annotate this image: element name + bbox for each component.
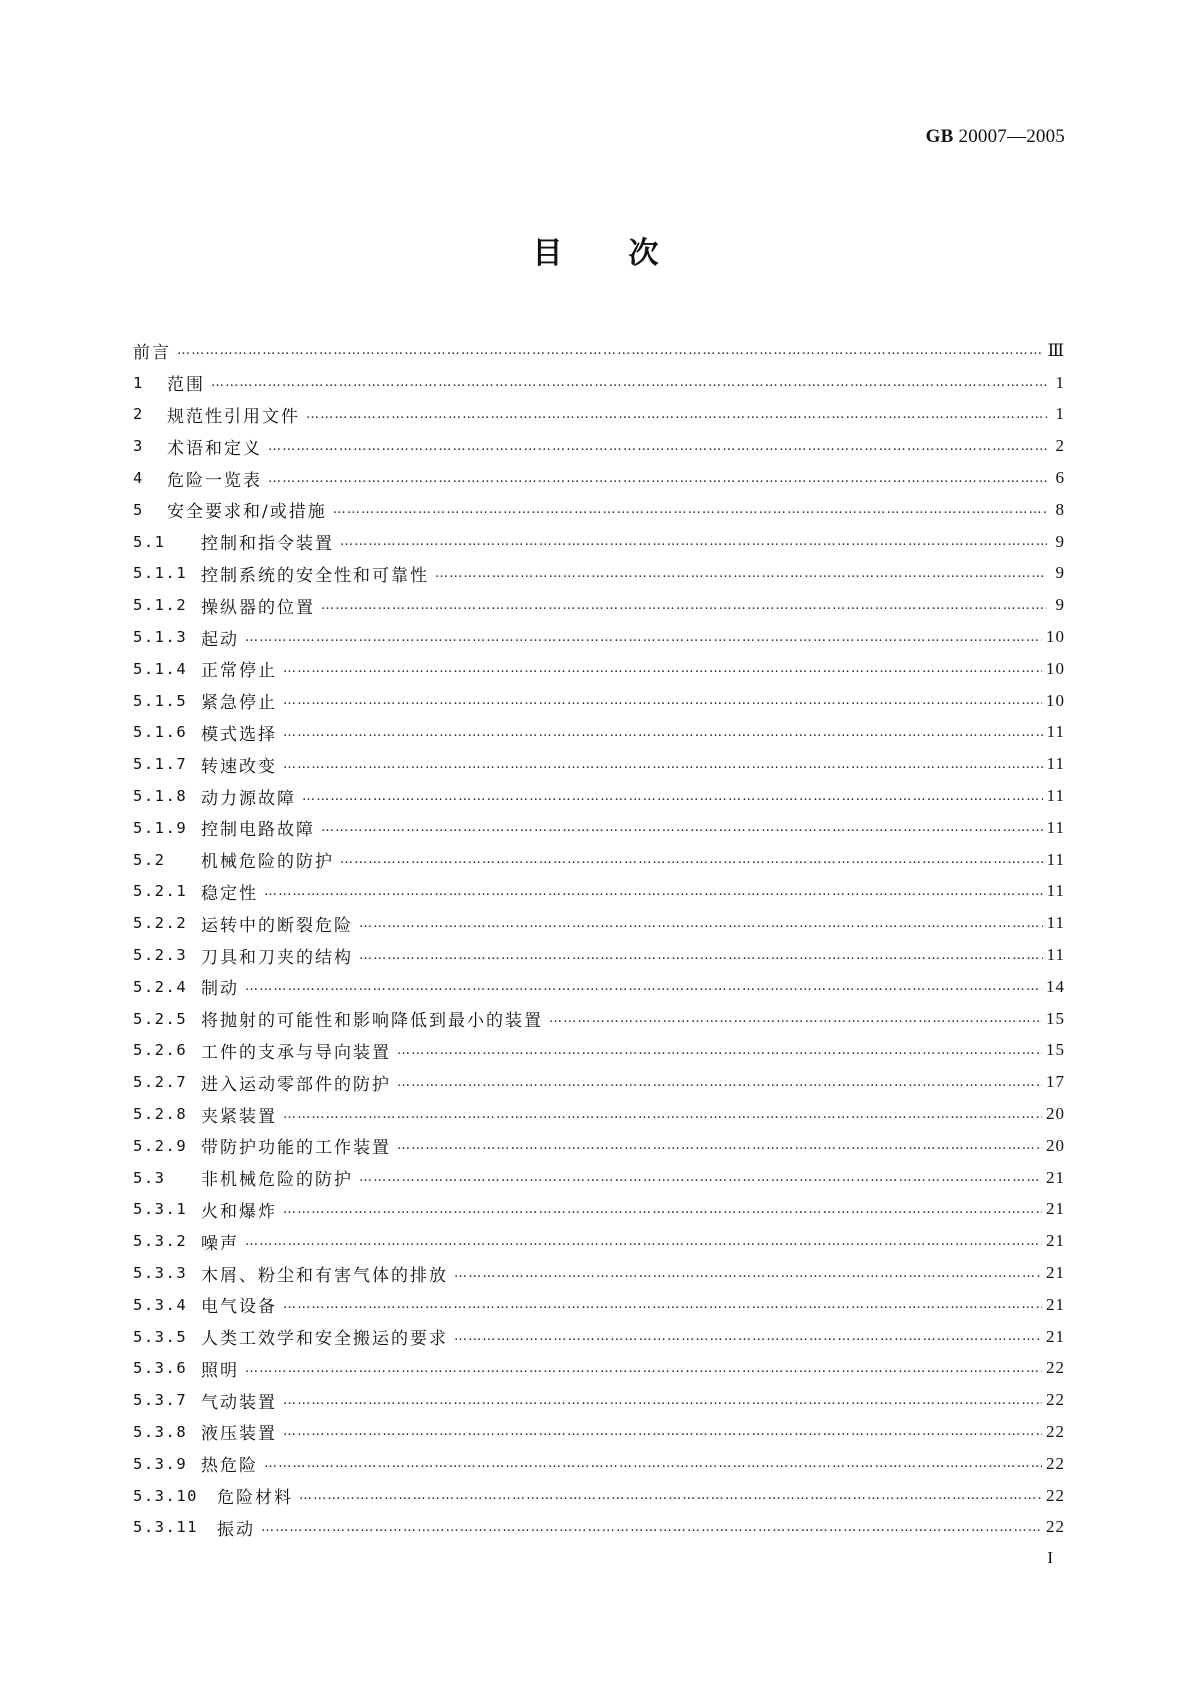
toc-entry-number: 5.2: [133, 850, 166, 869]
toc-entry[interactable]: [133, 685, 1065, 717]
toc-leader-dots: [245, 1235, 1042, 1248]
toc-entry-title: 起动: [201, 629, 239, 650]
toc-entry-title: 木屑、粉尘和有害气体的排放: [201, 1265, 448, 1286]
toc-entry[interactable]: [133, 589, 1065, 621]
page-number: I: [1047, 1548, 1053, 1567]
toc-entry-title: 危险一览表: [167, 470, 262, 491]
toc-entry-title: 电气设备: [201, 1297, 277, 1318]
toc-entry[interactable]: [133, 335, 1065, 367]
toc-entry-number: 5.2.1: [133, 882, 188, 901]
toc-entry-page: 20: [1046, 1104, 1065, 1124]
toc-entry-title: 范围: [167, 375, 205, 396]
toc-entry[interactable]: [133, 1225, 1065, 1257]
toc-leader-dots: [435, 567, 1047, 580]
toc-entry-page: 15: [1046, 1008, 1065, 1028]
toc-leader-dots: [454, 1267, 1042, 1280]
toc-entry[interactable]: [133, 1448, 1065, 1480]
toc-entry-number: 2: [133, 405, 144, 424]
toc-entry-title: 非机械危险的防护: [201, 1170, 353, 1191]
toc-leader-dots: [321, 821, 1043, 834]
toc-entry-title: 模式选择: [201, 724, 277, 745]
toc-entry-number: 5.1: [133, 532, 166, 551]
toc-entry-page: 22: [1046, 1421, 1065, 1441]
toc-entry-page: 11: [1046, 945, 1065, 965]
toc-entry-number: 5.2.5: [133, 1009, 188, 1028]
toc-entry-number: 5.3.7: [133, 1391, 188, 1410]
toc-entry-page: 15: [1046, 1040, 1065, 1060]
toc-entry-number: 5.3.1: [133, 1200, 188, 1219]
toc-entry[interactable]: [133, 430, 1065, 462]
toc-entry-page: 14: [1046, 976, 1065, 996]
toc-leader-dots: [549, 1012, 1042, 1025]
toc-entry-number: 5.1.7: [133, 755, 188, 774]
toc-entry-page: 21: [1046, 1199, 1065, 1219]
toc-entry-page: 21: [1046, 1231, 1065, 1251]
toc-leader-dots: [283, 662, 1042, 675]
toc-leader-dots: [245, 1362, 1042, 1375]
toc-entry-page: 22: [1046, 1453, 1065, 1473]
toc-entry-page: 11: [1046, 881, 1065, 901]
toc-entry-number: 3: [133, 437, 144, 456]
toc-entry[interactable]: [133, 1257, 1065, 1289]
table-of-contents: [133, 335, 1065, 1543]
toc-entry-page: 9: [1055, 595, 1065, 615]
toc-leader-dots: [454, 1330, 1042, 1343]
toc-entry[interactable]: [133, 907, 1065, 939]
toc-entry-title: 照明: [201, 1360, 239, 1381]
toc-entry-number: 5.3.3: [133, 1264, 188, 1282]
toc-leader-dots: [306, 408, 1047, 421]
page-title: [0, 228, 1191, 272]
toc-leader-dots: [177, 344, 1044, 357]
toc-entry-page: 21: [1046, 1263, 1065, 1282]
toc-entry-page: 1: [1055, 372, 1065, 392]
toc-leader-dots: [283, 1108, 1042, 1121]
toc-entry-page: 11: [1046, 913, 1065, 933]
toc-entry-title: 紧急停止: [201, 693, 277, 714]
toc-entry[interactable]: [133, 558, 1065, 590]
toc-entry-page: 22: [1046, 1358, 1065, 1378]
toc-entry-title: 将抛射的可能性和影响降低到最小的装置: [201, 1011, 543, 1032]
toc-entry-title: 液压装置: [201, 1424, 277, 1445]
toc-entry-page: 8: [1055, 499, 1065, 519]
toc-entry-title: 噪声: [201, 1233, 239, 1254]
toc-entry[interactable]: [133, 876, 1065, 908]
toc-entry-page: 17: [1046, 1072, 1065, 1092]
toc-entry-number: 5.2.6: [133, 1041, 188, 1060]
toc-entry[interactable]: [133, 1003, 1065, 1035]
standard-code: [926, 126, 1065, 148]
toc-entry-title: 进入运动零部件的防护: [201, 1074, 391, 1095]
toc-entry-number: 5.1.2: [133, 596, 188, 615]
toc-entry-number: 5.3.10: [133, 1486, 198, 1505]
toc-entry-number: 5.3.6: [133, 1359, 188, 1378]
standard-prefix: GB: [925, 126, 954, 147]
toc-entry-page: 11: [1046, 754, 1065, 774]
toc-entry-number: 4: [133, 469, 144, 488]
toc-entry[interactable]: [133, 494, 1065, 526]
toc-entry-title: 气动装置: [201, 1392, 277, 1413]
toc-entry-title: 夹紧装置: [201, 1106, 277, 1127]
toc-entry[interactable]: [133, 812, 1065, 844]
toc-leader-dots: [245, 631, 1042, 644]
toc-entry-page: 22: [1046, 1517, 1065, 1537]
toc-entry-page: 22: [1046, 1485, 1065, 1505]
toc-entry-title: 火和爆炸: [201, 1201, 277, 1222]
toc-entry-number: 5.1.1: [133, 564, 188, 583]
title-char-2: 次: [628, 236, 659, 271]
toc-entry-page: 6: [1055, 468, 1065, 488]
toc-entry-number: 5.3.5: [133, 1327, 188, 1346]
toc-entry[interactable]: [133, 399, 1065, 431]
toc-entry-title: 机械危险的防护: [201, 852, 334, 873]
toc-entry[interactable]: [133, 1321, 1065, 1353]
toc-leader-dots: [268, 440, 1047, 453]
toc-entry-number: 5: [133, 500, 144, 519]
toc-leader-dots: [397, 1076, 1042, 1089]
toc-entry[interactable]: [133, 844, 1065, 876]
toc-entry-title: 危险材料: [217, 1488, 293, 1509]
toc-entry[interactable]: [133, 1289, 1065, 1321]
toc-leader-dots: [283, 1298, 1042, 1311]
toc-leader-dots: [211, 376, 1047, 389]
toc-entry-page: 10: [1046, 690, 1065, 710]
toc-leader-dots: [321, 599, 1047, 612]
toc-leader-dots: [283, 1394, 1042, 1407]
toc-entry[interactable]: [133, 1098, 1065, 1130]
toc-leader-dots: [359, 917, 1043, 930]
toc-entry-title: 控制系统的安全性和可靠性: [201, 565, 429, 586]
toc-entry[interactable]: [133, 1130, 1065, 1162]
toc-entry-number: 5.2.2: [133, 914, 188, 933]
toc-entry[interactable]: [133, 1480, 1065, 1512]
toc-entry[interactable]: [133, 1035, 1065, 1067]
toc-leader-dots: [264, 885, 1043, 898]
toc-entry-number: 5.1.4: [133, 659, 188, 678]
toc-leader-dots: [261, 1521, 1042, 1534]
toc-entry-page: Ⅲ: [1047, 340, 1065, 360]
toc-entry[interactable]: [133, 367, 1065, 399]
toc-leader-dots: [340, 853, 1043, 866]
toc-entry[interactable]: [133, 1194, 1065, 1226]
toc-entry-title: 运转中的断裂危险: [201, 915, 353, 936]
toc-entry-page: 21: [1046, 1326, 1065, 1346]
toc-entry-number: 5.1.3: [133, 628, 188, 647]
toc-entry-page: 9: [1055, 563, 1065, 583]
toc-leader-dots: [359, 1171, 1042, 1184]
toc-entry-number: 5.1.9: [133, 818, 188, 837]
toc-entry-number: 5.3.9: [133, 1454, 188, 1473]
toc-leader-dots: [245, 980, 1042, 993]
toc-entry-number: 5.3.11: [133, 1518, 198, 1537]
toc-entry-title: 转速改变: [201, 756, 277, 777]
toc-entry-number: 5.2.4: [133, 977, 188, 996]
toc-entry-title: 带防护功能的工作装置: [201, 1138, 391, 1159]
toc-entry-page: 10: [1046, 658, 1065, 678]
toc-entry-number: 1: [133, 373, 144, 392]
toc-entry[interactable]: [133, 1162, 1065, 1194]
toc-entry-title: 工件的支承与导向装置: [201, 1042, 391, 1063]
toc-entry-number: 5.3.2: [133, 1232, 188, 1251]
toc-entry-number: 5.1.6: [133, 723, 188, 742]
toc-leader-dots: [283, 1203, 1042, 1216]
toc-entry[interactable]: [133, 971, 1065, 1003]
toc-entry-page: 21: [1046, 1167, 1065, 1187]
toc-leader-dots: [283, 758, 1043, 771]
toc-entry-title: 前言: [133, 343, 171, 364]
toc-entry-title: 控制和指令装置: [201, 534, 334, 555]
toc-entry-title: 人类工效学和安全搬运的要求: [201, 1329, 448, 1350]
toc-entry-number: 5.3.8: [133, 1422, 188, 1441]
toc-leader-dots: [283, 694, 1042, 707]
toc-entry-number: 5.2.7: [133, 1073, 188, 1092]
toc-entry-title: 动力源故障: [201, 788, 296, 809]
toc-entry-number: 5.3: [133, 1168, 166, 1187]
toc-entry-title: 规范性引用文件: [167, 406, 300, 427]
toc-entry-title: 操纵器的位置: [201, 597, 315, 618]
toc-entry-title: 稳定性: [201, 883, 258, 904]
toc-entry-title: 安全要求和/或措施: [167, 502, 327, 523]
toc-entry-number: 5.3.4: [133, 1295, 188, 1314]
toc-entry-page: 1: [1055, 404, 1065, 424]
toc-leader-dots: [302, 790, 1043, 803]
toc-entry-page: 10: [1046, 627, 1065, 647]
toc-entry-title: 振动: [217, 1519, 255, 1540]
toc-entry[interactable]: [133, 526, 1065, 558]
toc-entry-page: 11: [1046, 849, 1065, 869]
toc-leader-dots: [397, 1139, 1042, 1152]
toc-leader-dots: [333, 503, 1047, 516]
toc-entry-number: 5.1.8: [133, 787, 188, 806]
toc-entry-page: 20: [1046, 1135, 1065, 1155]
toc-entry-number: 5.2.9: [133, 1136, 188, 1155]
toc-entry[interactable]: [133, 653, 1065, 685]
toc-entry-page: 22: [1046, 1390, 1065, 1410]
toc-entry[interactable]: [133, 1416, 1065, 1448]
toc-leader-dots: [283, 1425, 1042, 1438]
toc-leader-dots: [359, 949, 1043, 962]
toc-entry[interactable]: [133, 1384, 1065, 1416]
standard-number: 20007—2005: [958, 126, 1065, 147]
toc-entry-title: 控制电路故障: [201, 820, 315, 841]
toc-entry[interactable]: [133, 1066, 1065, 1098]
toc-entry-number: 5.2.3: [133, 946, 188, 965]
toc-leader-dots: [340, 535, 1047, 548]
toc-entry[interactable]: [133, 1353, 1065, 1385]
toc-entry-number: 5.1.5: [133, 691, 188, 710]
toc-entry-number: 5.2.8: [133, 1105, 188, 1124]
toc-entry-page: 2: [1055, 436, 1065, 456]
toc-entry[interactable]: [133, 621, 1065, 653]
toc-leader-dots: [283, 726, 1043, 739]
toc-entry-page: 21: [1046, 1294, 1065, 1314]
toc-entry[interactable]: [133, 780, 1065, 812]
toc-entry[interactable]: [133, 748, 1065, 780]
title-char-1: 目: [532, 236, 563, 271]
toc-leader-dots: [264, 1457, 1042, 1470]
toc-leader-dots: [268, 472, 1047, 485]
toc-entry[interactable]: [133, 717, 1065, 749]
toc-entry-title: 刀具和刀夹的结构: [201, 947, 353, 968]
toc-entry-page: 11: [1046, 722, 1065, 742]
toc-leader-dots: [397, 1044, 1042, 1057]
toc-entry-page: 11: [1046, 817, 1065, 837]
toc-entry-page: 9: [1055, 531, 1065, 551]
toc-leader-dots: [299, 1489, 1042, 1502]
toc-entry-title: 热危险: [201, 1456, 258, 1477]
toc-entry[interactable]: [133, 462, 1065, 494]
toc-entry[interactable]: [133, 1511, 1065, 1543]
toc-entry-title: 制动: [201, 979, 239, 1000]
toc-entry[interactable]: [133, 939, 1065, 971]
toc-entry-title: 术语和定义: [167, 438, 262, 459]
toc-entry-page: 11: [1046, 786, 1065, 806]
toc-entry-title: 正常停止: [201, 661, 277, 682]
